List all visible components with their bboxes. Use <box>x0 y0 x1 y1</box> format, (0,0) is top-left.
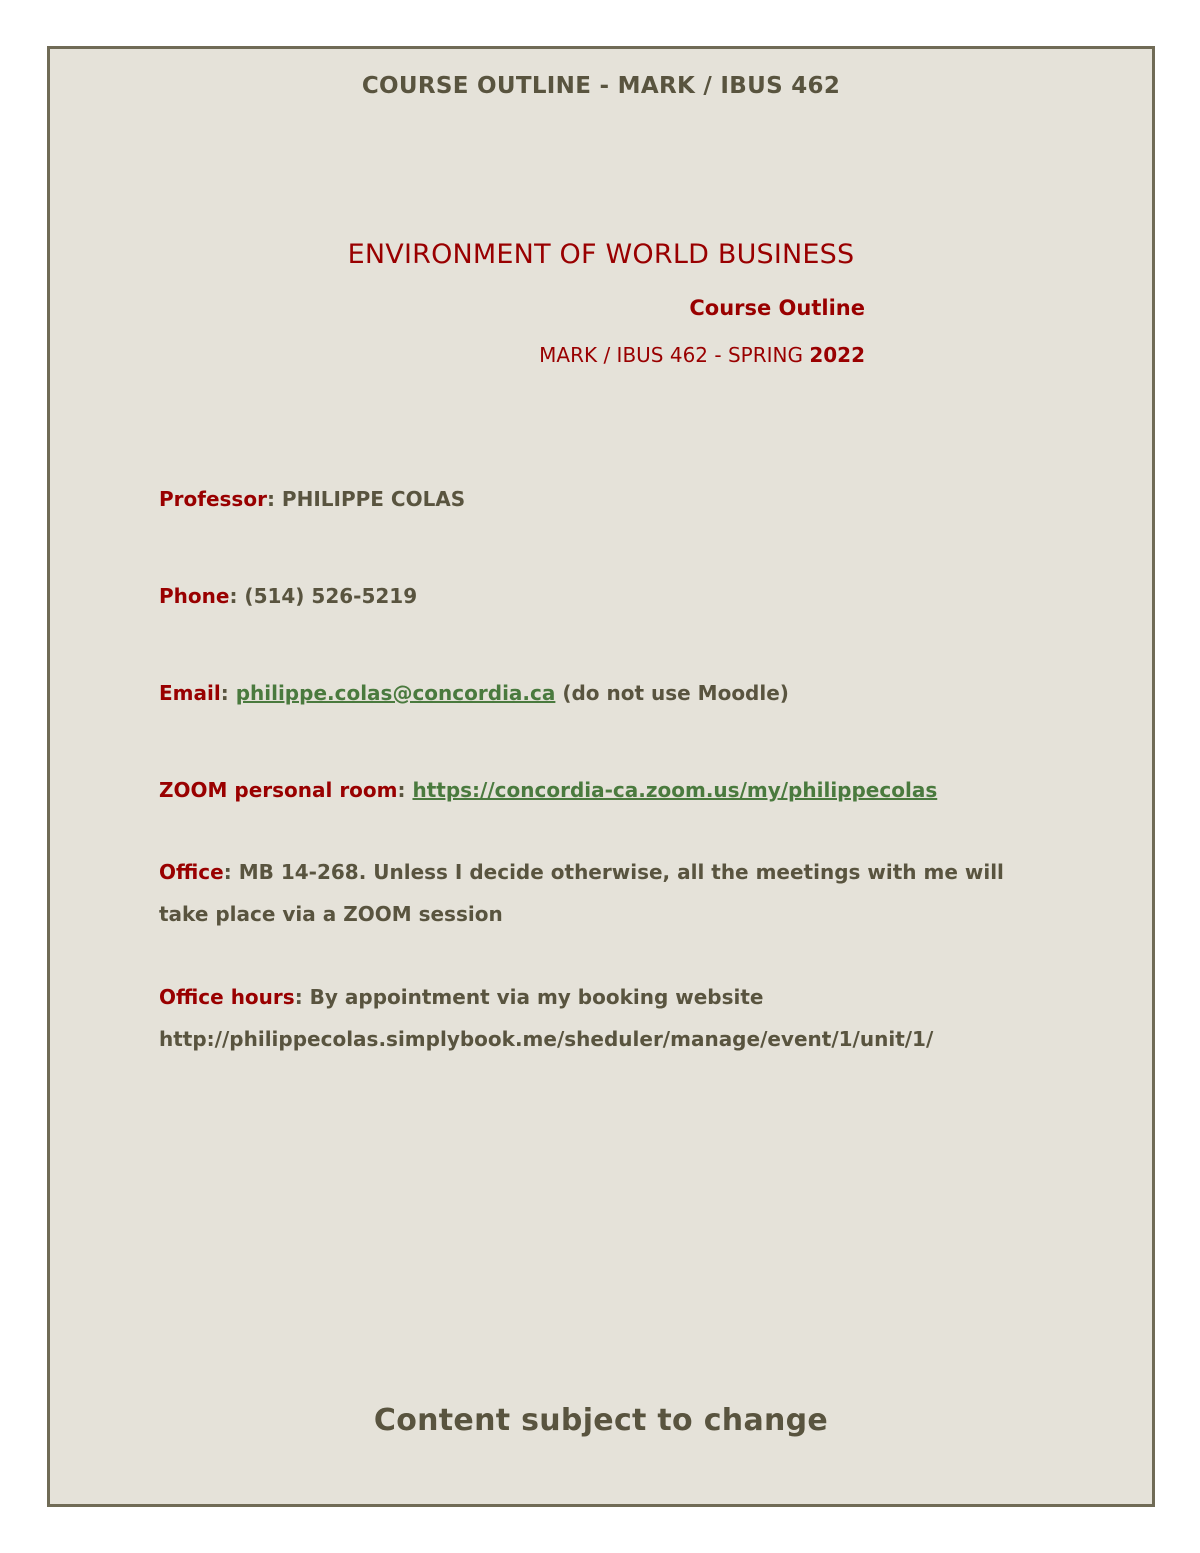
zoom-link[interactable]: https://concordia-ca.zoom.us/my/philippecolas <box>412 778 938 802</box>
professor-colon: : <box>266 487 282 511</box>
content-change-notice: Content subject to change <box>373 1403 829 1438</box>
office-hours-line <box>159 976 1059 1018</box>
professor-name: PHILIPPE COLAS <box>281 487 466 511</box>
office-line <box>159 851 1059 935</box>
office-hours-details: By appointment via my booking website <box>309 985 764 1009</box>
phone-number: (514) 526-5219 <box>244 584 418 608</box>
course-term-code: MARK / IBUS 462 - SPRING <box>539 343 810 367</box>
office-label: Office <box>159 860 224 884</box>
phone-colon: : <box>229 584 245 608</box>
office-hours-colon: : <box>294 985 310 1009</box>
zoom-colon: : <box>397 778 413 802</box>
course-outline-subtitle: Course Outline <box>689 296 865 320</box>
professor-label: Professor <box>159 487 267 511</box>
course-title: ENVIRONMENT OF WORLD BUSINESS <box>347 239 855 270</box>
course-term <box>539 343 865 367</box>
email-label: Email <box>159 681 221 705</box>
zoom-label: ZOOM personal room <box>159 778 398 802</box>
course-outline-header: COURSE OUTLINE - MARK / IBUS 462 <box>361 73 841 99</box>
email-colon: : <box>220 681 236 705</box>
email-link[interactable]: philippe.colas@concordia.ca <box>235 681 556 705</box>
office-hours-label: Office hours <box>159 985 295 1009</box>
professor-line <box>159 487 465 511</box>
document-page <box>47 46 1155 1507</box>
office-details: MB 14-268. Unless I decide otherwise, all the meetings with me will take place via a ZOOM session <box>159 860 1004 926</box>
course-term-year: 2022 <box>809 343 865 367</box>
phone-line <box>159 584 417 608</box>
office-hours-block <box>159 976 1059 1060</box>
zoom-line <box>159 778 937 802</box>
email-line <box>159 681 789 705</box>
phone-label: Phone <box>159 584 230 608</box>
email-note: (do not use Moodle) <box>562 681 789 705</box>
booking-url: http://philippecolas.simplybook.me/sheduler/manage/event/1/unit/1/ <box>159 1027 934 1051</box>
office-colon: : <box>223 860 239 884</box>
